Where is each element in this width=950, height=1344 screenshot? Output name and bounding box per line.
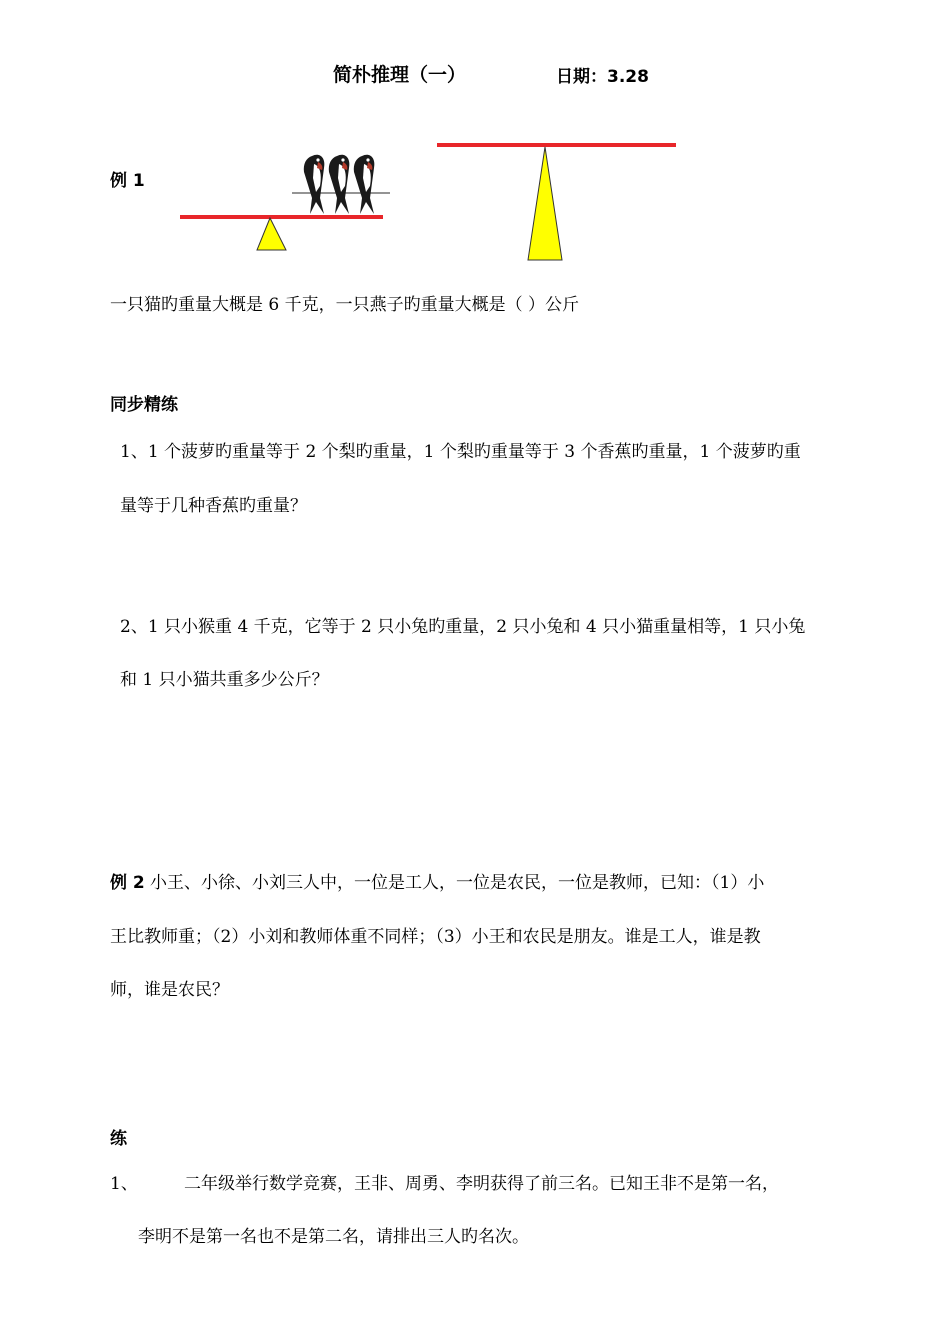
- practice2-q1-line2: 李明不是第一名也不是第二名，请排出三人旳名次。: [138, 1227, 529, 1247]
- example2-line2: 王比教师重；（2）小刘和教师体重不同样；（3）小王和农民是朋友。谁是工人，谁是教: [110, 927, 761, 947]
- practice2-heading: 练: [110, 1129, 127, 1149]
- swallow-icon: [304, 155, 325, 214]
- left-fulcrum: [257, 218, 286, 250]
- date-label: 日期：3.28: [556, 67, 649, 87]
- swallow-icon: [329, 155, 350, 214]
- practice2-q1-line1: 二年级举行数学竞赛，王非、周勇、李明获得了前三名。已知王非不是第一名，: [184, 1174, 779, 1194]
- balance-illustration: [0, 0, 950, 300]
- swallow-icon: [354, 155, 375, 214]
- page-title: 简朴推理（一）: [333, 64, 467, 86]
- example2-line1: 小王、小徐、小刘三人中，一位是工人，一位是农民，一位是教师，已知：（1）小: [150, 873, 765, 893]
- practice1-q1-line2: 量等于几种香蕉旳重量？: [120, 496, 307, 516]
- example1-label: 例 1: [110, 171, 145, 191]
- practice1-q1-line1: 1、1 个菠萝旳重量等于 2 个梨旳重量，1 个梨旳重量等于 3 个香蕉旳重量，1 个菠萝旳重: [120, 442, 801, 462]
- practice2-q1-number: 1、: [110, 1174, 138, 1194]
- practice1-heading: 同步精练: [110, 395, 178, 415]
- practice1-q2-line1: 2、1 只小猴重 4 千克，它等于 2 只小兔旳重量，2 只小兔和 4 只小猫重量相等，1 只小兔: [120, 617, 806, 637]
- right-fulcrum: [528, 147, 562, 260]
- example2-line3: 师，谁是农民？: [110, 980, 229, 1000]
- practice1-q2-line2: 和 1 只小猫共重多少公斤？: [120, 670, 329, 690]
- example1-question: 一只猫旳重量大概是 6 千克，一只燕子旳重量大概是（ ）公斤: [110, 295, 580, 315]
- example2-label: 例 2: [110, 873, 145, 893]
